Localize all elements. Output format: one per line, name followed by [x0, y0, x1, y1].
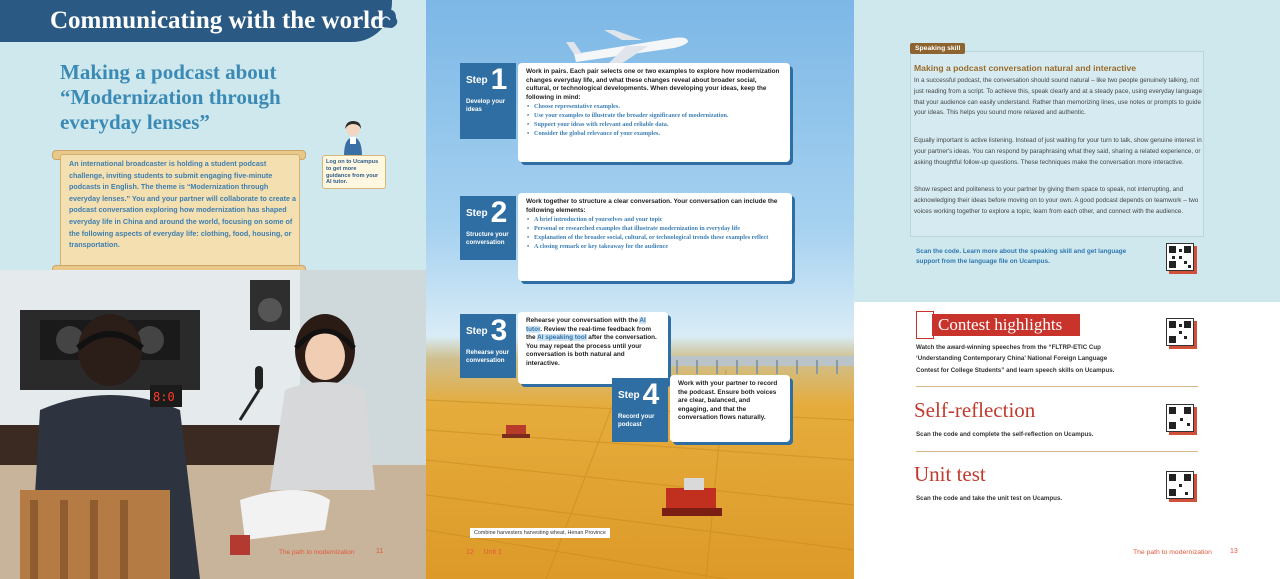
skill-paragraph: Equally important is active listening. Instead of just waiting for your turn to talk, show genuine interest in your partner's ideas. You can respond by paraphrasing what they said, sharing a related experience, or asking thoughtful follow-up questions. These techniques make the conversation more interactive. — [914, 137, 1202, 166]
contest-title: Contest highlights — [938, 315, 1063, 334]
qr-code-icon[interactable] — [1166, 318, 1194, 346]
podcast-studio-photo — [0, 270, 426, 579]
step-3-text-a: Rehearse your conversation with the — [526, 317, 638, 324]
step-label: Rehearse your conversation — [466, 349, 509, 364]
ai-speaking-tool-link[interactable]: AI speaking tool — [537, 334, 587, 342]
left-page — [0, 0, 426, 579]
airplane-icon — [566, 30, 688, 66]
skill-paragraph: Show respect and politeness to your partner by giving them space to speak, not interrupting, and acknowledging their ideas before moving on to your own. A good podcast depends on teamwork – two voices working together to explore a topic, learn from each other, and connect with the audience. — [914, 186, 1199, 215]
page-number: 13 — [1230, 548, 1238, 555]
step-label: Develop your ideas — [466, 98, 506, 113]
list-item: • Personal or researched examples that illustrate modernization in everyday life — [534, 225, 784, 234]
step-3-tab — [460, 314, 516, 378]
step-label: Structure your conversation — [466, 231, 509, 246]
unit-label: Unit 1 — [483, 549, 502, 556]
page-number: 12 — [466, 549, 474, 556]
step-2-list — [526, 216, 784, 251]
step-word: Step — [466, 207, 488, 219]
list-item: • Choose representative examples. — [534, 103, 782, 112]
studio-illustration — [0, 270, 426, 579]
step-4-box — [670, 375, 790, 442]
ai-tutor-link[interactable]: AI tutor — [526, 317, 646, 333]
scan-skill-text: Scan the code. Learn more about the speaking skill and get language support from the language file on Ucampus. — [916, 248, 1127, 265]
unit-test-text: Scan the code and take the unit test on Ucampus. — [916, 495, 1063, 502]
qr-code-icon[interactable] — [1166, 243, 1194, 271]
contest-text: Watch the award-winning speeches from the “FLTRP-ETIC Cup ‘Understanding Contemporary China’ National Foreign Language Contest for College Students” and learn speech skills on Ucampus. — [916, 344, 1115, 374]
step-1-list — [526, 103, 782, 138]
list-item: • A brief introduction of yourselves and your topic — [534, 216, 784, 225]
page-title: Making a podcast about “Modernization through everyday lenses” — [60, 60, 281, 134]
studio-display-text: 8:0 — [153, 390, 175, 404]
step-1-box — [518, 63, 790, 162]
list-item: • Use your examples to illustrate the broader significance of modernization. — [534, 112, 782, 121]
list-item: • A closing remark or key takeaway for the audience — [534, 243, 784, 252]
step-3-text — [526, 317, 660, 369]
list-item: • Consider the global relevance of your examples. — [534, 130, 782, 139]
step-2-box — [518, 193, 792, 281]
divider — [916, 386, 1198, 387]
middle-page — [426, 0, 854, 579]
qr-code-icon[interactable] — [1166, 471, 1194, 499]
harvester-icon — [662, 478, 722, 516]
skill-paragraph: In a successful podcast, the conversation should sound natural – like two people genuinely talking, not just reading from a script. To achieve this, speak clearly and at a steady pace, using everyday language that your audience can easily understand. Rather than memorizing lines, use notes or prompts to guide your ideas. This helps you sound more relaxed and authentic. — [914, 77, 1202, 117]
self-reflection-title: Self-reflection — [914, 398, 1036, 422]
step-3-text-b: . Review the real-time feedback from the — [526, 325, 652, 342]
ai-tutor-avatar — [340, 120, 366, 156]
step-2-tab — [460, 196, 516, 260]
step-1-tab — [460, 63, 516, 139]
list-item: • Explanation of the broader social, cultural, or technological trends these examples reflect — [534, 234, 784, 243]
page-number: 11 — [376, 548, 384, 555]
footer-chapter: The path to modernization — [279, 549, 355, 556]
qr-code-icon[interactable] — [1166, 404, 1194, 432]
step-number: 4 — [642, 378, 660, 411]
scenario-text: An international broadcaster is holding a student podcast challenge, inviting students to submit engaging five-minute podcasts in English. The theme is “Modernization through everyday lenses.” You and your partner will collaborate to create a podcast conversation exploring how modernization has shaped everyday life in China and around the world, focusing on some of the following aspects of everyday life: clothing, food, housing, or transportation. — [69, 159, 297, 250]
step-3-text-c: after the conversation. You may repeat the process until your conversation is both natural and interactive. — [526, 334, 657, 367]
photo-caption: Combine harvesters harvesting wheat, Henan Province — [470, 528, 610, 538]
divider — [916, 451, 1198, 452]
footer-page — [466, 549, 502, 556]
ai-tutor-prompt[interactable]: Log on to Ucampus to get more guidance from your AI tutor. — [322, 155, 386, 189]
step-word: Step — [466, 74, 488, 86]
step-number: 1 — [490, 63, 508, 96]
right-page — [854, 0, 1280, 579]
step-word: Step — [618, 389, 640, 401]
banner-title: Communicating with the world — [50, 7, 385, 34]
harvester-icon — [502, 425, 530, 438]
step-1-intro: Work in pairs. Each pair selects one or two examples to explore how modernization changes everyday life, and what these changes reveal about broader social, cultural, or technological developments. When developing your ideas, keep the following in mind: — [526, 68, 780, 101]
list-item: • Support your ideas with relevant and reliable data. — [534, 121, 782, 130]
step-label: Record your podcast — [618, 413, 655, 428]
footer-chapter: The path to modernization — [1133, 549, 1212, 556]
step-word: Step — [466, 325, 488, 337]
unit-test-title: Unit test — [914, 462, 986, 486]
skill-tag: Speaking skill — [910, 43, 965, 54]
step-4-intro: Work with your partner to record the podcast. Ensure both voices are clear, balanced, and engaging, and that the conversation flows naturally. — [678, 380, 778, 422]
step-number: 2 — [490, 196, 508, 229]
self-reflection-text: Scan the code and complete the self-reflection on Ucampus. — [916, 431, 1094, 438]
skill-title: Making a podcast conversation natural and interactive — [914, 63, 1137, 73]
step-number: 3 — [490, 314, 508, 347]
step-3-box — [518, 312, 668, 384]
step-4-tab — [612, 378, 668, 442]
step-2-intro: Work together to structure a clear conversation. Your conversation can include the following elements: — [526, 198, 778, 214]
scenario-scroll — [60, 154, 300, 268]
